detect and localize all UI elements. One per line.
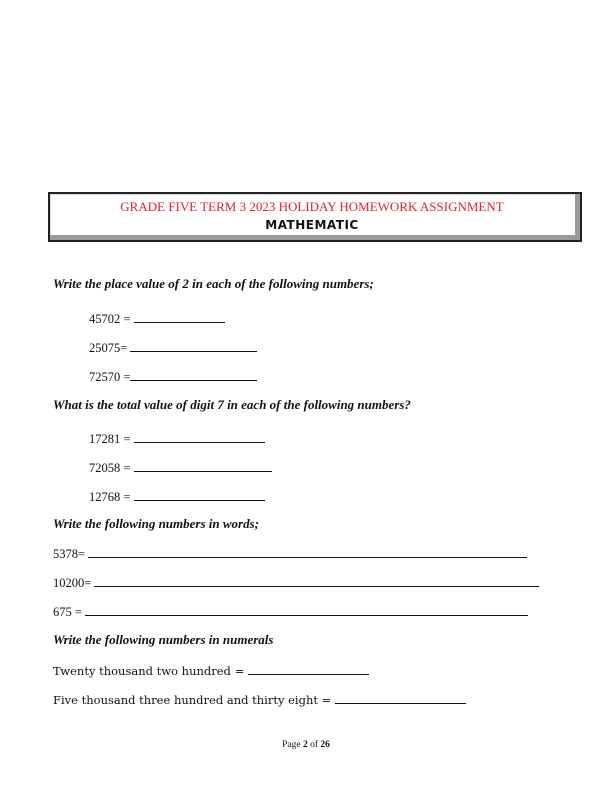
- item-label: Five thousand three hundred and thirty eight =: [53, 693, 335, 707]
- answer-row: [53, 662, 369, 679]
- header-box: [48, 192, 582, 242]
- item-label: 17281 =: [89, 432, 134, 446]
- answer-row: [89, 368, 257, 385]
- item-label: 72058 =: [89, 461, 134, 475]
- answer-row: [89, 430, 265, 447]
- total-pages: 26: [320, 740, 330, 750]
- answer-row: [89, 459, 272, 476]
- answer-blank[interactable]: [134, 488, 265, 501]
- answer-row: [53, 545, 527, 562]
- answer-row: [89, 339, 257, 356]
- answer-blank[interactable]: [94, 574, 539, 587]
- answer-blank[interactable]: [88, 545, 527, 558]
- item-label: 675 =: [53, 605, 86, 619]
- answer-row: [89, 310, 225, 327]
- answer-blank[interactable]: [130, 368, 257, 381]
- item-label: 10200=: [53, 576, 95, 590]
- subject-title: MATHEMATIC: [265, 218, 359, 232]
- question-1: Write the place value of 2 in each of the following numbers;: [53, 276, 374, 291]
- answer-row: [53, 574, 539, 591]
- item-label: 25075=: [89, 341, 131, 355]
- answer-row: [53, 691, 466, 708]
- item-label: 12768 =: [89, 490, 134, 504]
- of-label: of: [310, 740, 318, 750]
- answer-blank[interactable]: [85, 603, 528, 616]
- page-label: Page: [282, 740, 301, 750]
- item-label: 5378=: [53, 547, 89, 561]
- item-label: 45702 =: [89, 312, 134, 326]
- answer-blank[interactable]: [335, 691, 466, 704]
- item-label: Twenty thousand two hundred =: [53, 664, 248, 678]
- answer-blank[interactable]: [248, 662, 369, 675]
- question-2: What is the total value of digit 7 in each of the following numbers?: [53, 397, 411, 412]
- answer-blank[interactable]: [134, 310, 225, 323]
- answer-row: [53, 603, 528, 620]
- question-3: Write the following numbers in words;: [53, 516, 259, 531]
- question-4: Write the following numbers in numerals: [53, 632, 274, 647]
- item-label: 72570 =: [89, 370, 131, 384]
- answer-blank[interactable]: [130, 339, 257, 352]
- answer-row: [89, 488, 265, 505]
- answer-blank[interactable]: [134, 430, 265, 443]
- answer-blank[interactable]: [134, 459, 272, 472]
- page-footer: [0, 740, 612, 750]
- assignment-title: GRADE FIVE TERM 3 2023 HOLIDAY HOMEWORK ASSIGNMENT: [120, 199, 504, 214]
- page-number: 2: [302, 740, 308, 750]
